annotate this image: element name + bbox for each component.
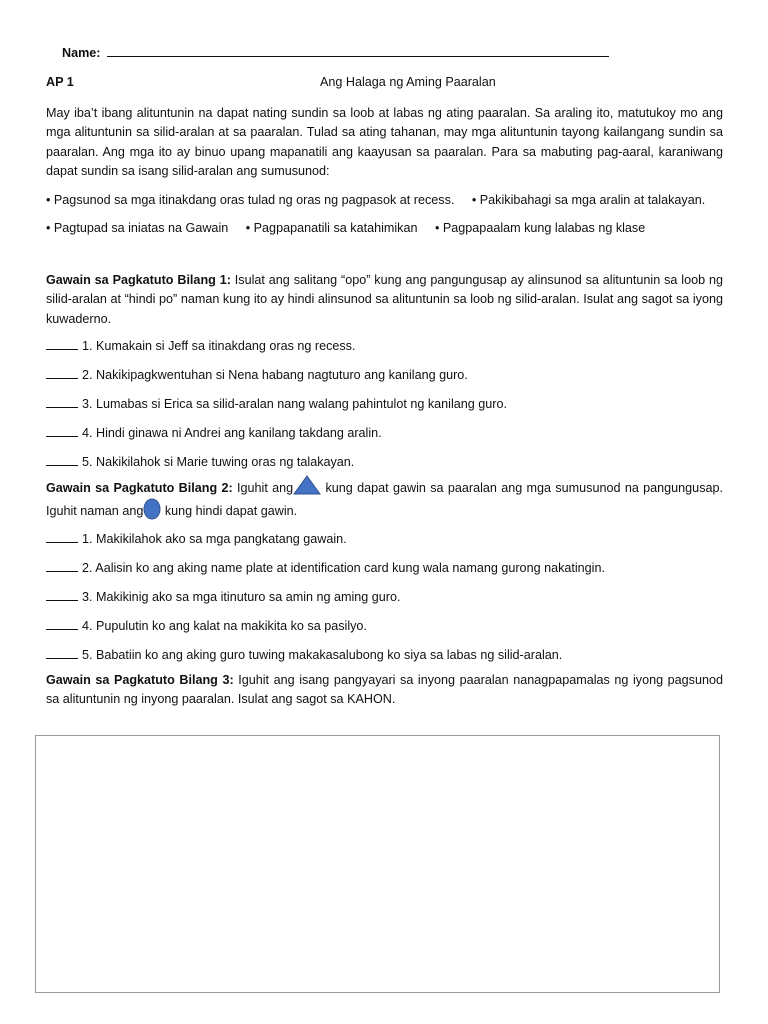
answer-blank[interactable] bbox=[46, 464, 78, 466]
gawain-3-label: Gawain sa Pagkatuto Bilang 3: bbox=[46, 672, 234, 687]
list-item: 1. Kumakain si Jeff sa itinakdang oras ng recess. bbox=[46, 337, 723, 356]
triangle-icon bbox=[293, 475, 321, 495]
answer-blank[interactable] bbox=[46, 541, 78, 543]
answer-blank[interactable] bbox=[46, 406, 78, 408]
gawain-1-instructions bbox=[46, 271, 723, 329]
worksheet-page bbox=[46, 46, 723, 709]
answer-blank[interactable] bbox=[46, 570, 78, 572]
gawain-1-label: Gawain sa Pagkatuto Bilang 1: bbox=[46, 273, 231, 288]
subject-label: AP 1 bbox=[46, 75, 74, 89]
gawain-2-label: Gawain sa Pagkatuto Bilang 2: bbox=[46, 481, 233, 496]
answer-blank[interactable] bbox=[46, 348, 78, 350]
name-blank[interactable] bbox=[107, 55, 609, 57]
list-item: 2. Nakikipagkwentuhan si Nena habang nagtuturo ang kanilang guro. bbox=[46, 366, 723, 385]
answer-blank[interactable] bbox=[46, 599, 78, 601]
list-item: 2. Aalisin ko ang aking name plate at identification card kung wala namang gurong nakatingin. bbox=[46, 559, 723, 578]
gawain-1-items bbox=[46, 337, 723, 472]
circle-icon bbox=[143, 498, 161, 520]
answer-box[interactable] bbox=[35, 735, 720, 993]
bullet-item: • Pagsunod sa mga itinakdang oras tulad ng oras ng pagpasok at recess. bbox=[46, 193, 455, 208]
list-item: 4. Pupulutin ko ang kalat na makikita ko sa pasilyo. bbox=[46, 617, 723, 636]
answer-blank[interactable] bbox=[46, 657, 78, 659]
gawain-3-instructions: Gawain sa Pagkatuto Bilang 3: Iguhit ang isang pangyayari sa inyong paaralan nanagpapamalas ng iyong pagsunod sa alituntunin ng inyong paaralan. Isulat ang sagot sa KAHON. bbox=[46, 672, 723, 706]
lesson-title: Ang Halaga ng Aming Paaralan bbox=[320, 75, 496, 89]
answer-blank[interactable] bbox=[46, 435, 78, 437]
list-item: 5. Nakikilahok si Marie tuwing oras ng talakayan. bbox=[46, 453, 723, 472]
answer-blank[interactable] bbox=[46, 377, 78, 379]
list-item: 5. Babatiin ko ang aking guro tuwing makakasalubong ko siya sa labas ng silid-aralan. bbox=[46, 646, 723, 665]
answer-blank[interactable] bbox=[46, 628, 78, 630]
gawain-2-instructions: Gawain sa Pagkatuto Bilang 2: Iguhit ang kung dapat gawin sa paaralan ang mga sumusunod na pangungusap. Iguhit naman ang kung hindi dapat gawin. bbox=[46, 475, 723, 522]
list-item: 4. Hindi ginawa ni Andrei ang kanilang takdang aralin. bbox=[46, 424, 723, 443]
name-field bbox=[62, 46, 723, 60]
gawain-2-items bbox=[46, 530, 723, 665]
bullet-row-2 bbox=[46, 219, 723, 237]
header-row bbox=[46, 75, 723, 91]
bullet-item: • Pagpapanatili sa katahimikan bbox=[245, 221, 418, 236]
list-item: 3. Lumabas si Erica sa silid-aralan nang walang pahintulot ng kanilang guro. bbox=[46, 395, 723, 414]
bullet-item: • Pagtupad sa iniatas na Gawain bbox=[46, 221, 229, 236]
gawain-1-text: Isulat ang salitang “opo” kung ang pangungusap ay alinsunod sa alituntunin sa loob ng silid-aralan at “hindi po” naman kung ito ay hindi alinsunod sa alituntunin sa loob ng silid-aralan. Isulat ang sagot sa iyong kuwaderno. bbox=[46, 273, 723, 326]
list-item: 1. Makikilahok ako sa mga pangkatang gawain. bbox=[46, 530, 723, 549]
bullet-row-1 bbox=[46, 191, 723, 209]
bullet-item: • Pakikibahagi sa mga aralin at talakayan. bbox=[471, 193, 706, 208]
intro-paragraph: May iba’t ibang alituntunin na dapat nating sundin sa loob at labas ng ating paaralan. Sa araling ito, matutukoy mo ang mga alituntunin sa silid-aralan at sa paaralan. Tulad sa ating tahanan, may mga alituntunin tayong kailangang sundin sa paaralan. Ang mga ito ay binuo upang mapanatili ang kaayusan sa paaralan. Para sa mabuting pag-aaral, karaniwang dapat sundin sa isang silid-aralan ang sumusunod: bbox=[46, 106, 723, 178]
list-item: 3. Makikinig ako sa mga itinuturo sa amin ng aming guro. bbox=[46, 588, 723, 607]
name-label: Name: bbox=[62, 46, 101, 60]
bullet-item: • Pagpapaalam kung lalabas ng klase bbox=[434, 221, 646, 236]
